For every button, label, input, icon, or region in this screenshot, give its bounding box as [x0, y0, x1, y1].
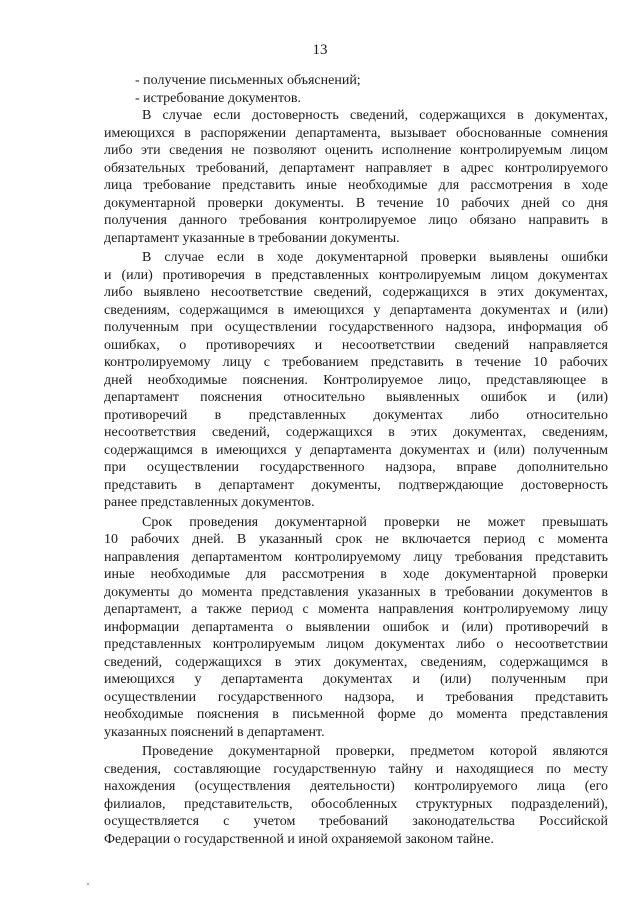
paragraph-line: сведений, содержащихся в этих документах, сведениям, содержащимся в — [104, 654, 608, 670]
paragraph-line: представить в департамент документы, подтверждающие достоверность — [104, 477, 608, 493]
paragraph-line: имеющихся у департамента документах и (или) полученным при — [104, 672, 608, 687]
paragraphs-container — [104, 107, 608, 848]
paragraph — [104, 514, 608, 742]
paragraph-line: ранее представленных документов. — [104, 495, 315, 510]
document-body — [104, 72, 608, 848]
paragraph-line: ошибках, о противоречиях и несоответствии сведений направляется — [104, 337, 608, 353]
paragraph-line: департамент указанные в требовании документы. — [104, 230, 400, 246]
paragraph-line: В случае если в ходе документарной проверки выявлены ошибки — [142, 250, 608, 265]
paragraph-line: содержащимся в имеющихся у департамента документах и (или) полученным — [104, 442, 608, 458]
paragraph-line: либо эти сведения не позволяют оценить исполнение контролируемым лицом — [104, 143, 608, 158]
paragraph-line: осуществлении государственного надзора, и требования представить — [104, 689, 608, 705]
paragraph-line: имеющихся в распоряжении департамента, вызывает обоснованные сомнения — [104, 125, 608, 141]
paragraph-line: документарной проверки документы. В течение 10 рабочих дней со дня — [104, 195, 608, 211]
paragraph-line: филиалов, представительств, обособленных структурных подразделений), — [104, 796, 608, 812]
list-item-written-explanations: - получение письменных объяснений; — [135, 73, 361, 88]
paragraph-line: нахождения (осуществления деятельности) контролируемого лица (его — [104, 779, 608, 794]
list-item-document-request: - истребование документов. — [135, 90, 301, 106]
paragraph-line: указанных пояснений в департамент. — [104, 724, 325, 740]
paragraph-line: документы до момента представления указанных в требовании документов в — [104, 584, 608, 600]
paragraph-line: представленных контролируемым лицом документах либо о несоответствии — [104, 637, 608, 652]
paragraph-line: при осуществлении государственного надзора, вправе дополнительно — [104, 460, 608, 475]
paragraph-line: необходимые пояснения в письменной форме до момента представления — [104, 707, 608, 722]
page-number: 13 — [312, 42, 328, 58]
paragraph-line: Проведение документарной проверки, предметом которой являются — [142, 744, 608, 759]
paragraph-line: сведения, составляющие государственную тайну и находящиеся по месту — [104, 761, 608, 777]
paragraph-line: направления департаментом контролируемому лицу требования представить — [104, 549, 608, 565]
paragraph-line: контролируемому лицу с требованием представить в течение 10 рабочих — [104, 355, 608, 370]
paragraph-line: противоречий в представленных документах либо относительно — [104, 407, 608, 423]
paragraph-line: осуществляется с учетом требований законодательства Российской — [104, 814, 608, 829]
scan-speck — [87, 883, 89, 885]
paragraph — [104, 107, 608, 247]
paragraph-line: департамент, а также период с момента направления контролируемому лицу — [104, 602, 608, 617]
paragraph-line: департамент пояснения относительно выявленных ошибок и (или) — [104, 390, 608, 405]
paragraph-line: несоответствия сведений, содержащихся в этих документах, сведениям, — [104, 425, 608, 440]
paragraph-line: Федерации о государственной и иной охраняемой законом тайне. — [104, 831, 494, 847]
paragraph-line: иные необходимые для рассмотрения в ходе документарной проверки — [104, 567, 608, 582]
paragraph-line: дней необходимые пояснения. Контролируемое лицо, представляющее в — [104, 372, 608, 388]
paragraph — [104, 249, 608, 512]
paragraph-line: обязательных требований, департамент направляет в адрес контролируемого — [104, 160, 608, 176]
paragraph — [104, 743, 608, 848]
paragraph-line: полученным при осуществлении государственного надзора, информация об — [104, 320, 608, 335]
paragraph-line: либо выявлено несоответствие сведений, содержащихся в этих документах, — [104, 285, 608, 300]
paragraph-line: сведениям, содержащимся в имеющихся у департамента документах и (или) — [104, 302, 608, 318]
paragraph-line: лица требование представить иные необходимые для рассмотрения в ходе — [104, 178, 608, 193]
paragraph-line: 10 рабочих дней. В указанный срок не включается период с момента — [104, 532, 608, 547]
paragraph-line: получения данного требования контролируемое лицо обязано направить в — [104, 213, 608, 228]
paragraph-line: и (или) противоречия в представленных контролируемым лицом документах — [104, 267, 608, 283]
paragraph-line: В случае если достоверность сведений, содержащихся в документах, — [142, 108, 608, 123]
paragraph-line: Срок проведения документарной проверки не может превышать — [142, 514, 608, 530]
paragraph-line: информации департамента о выявлении ошибок и (или) противоречий в — [104, 619, 608, 635]
